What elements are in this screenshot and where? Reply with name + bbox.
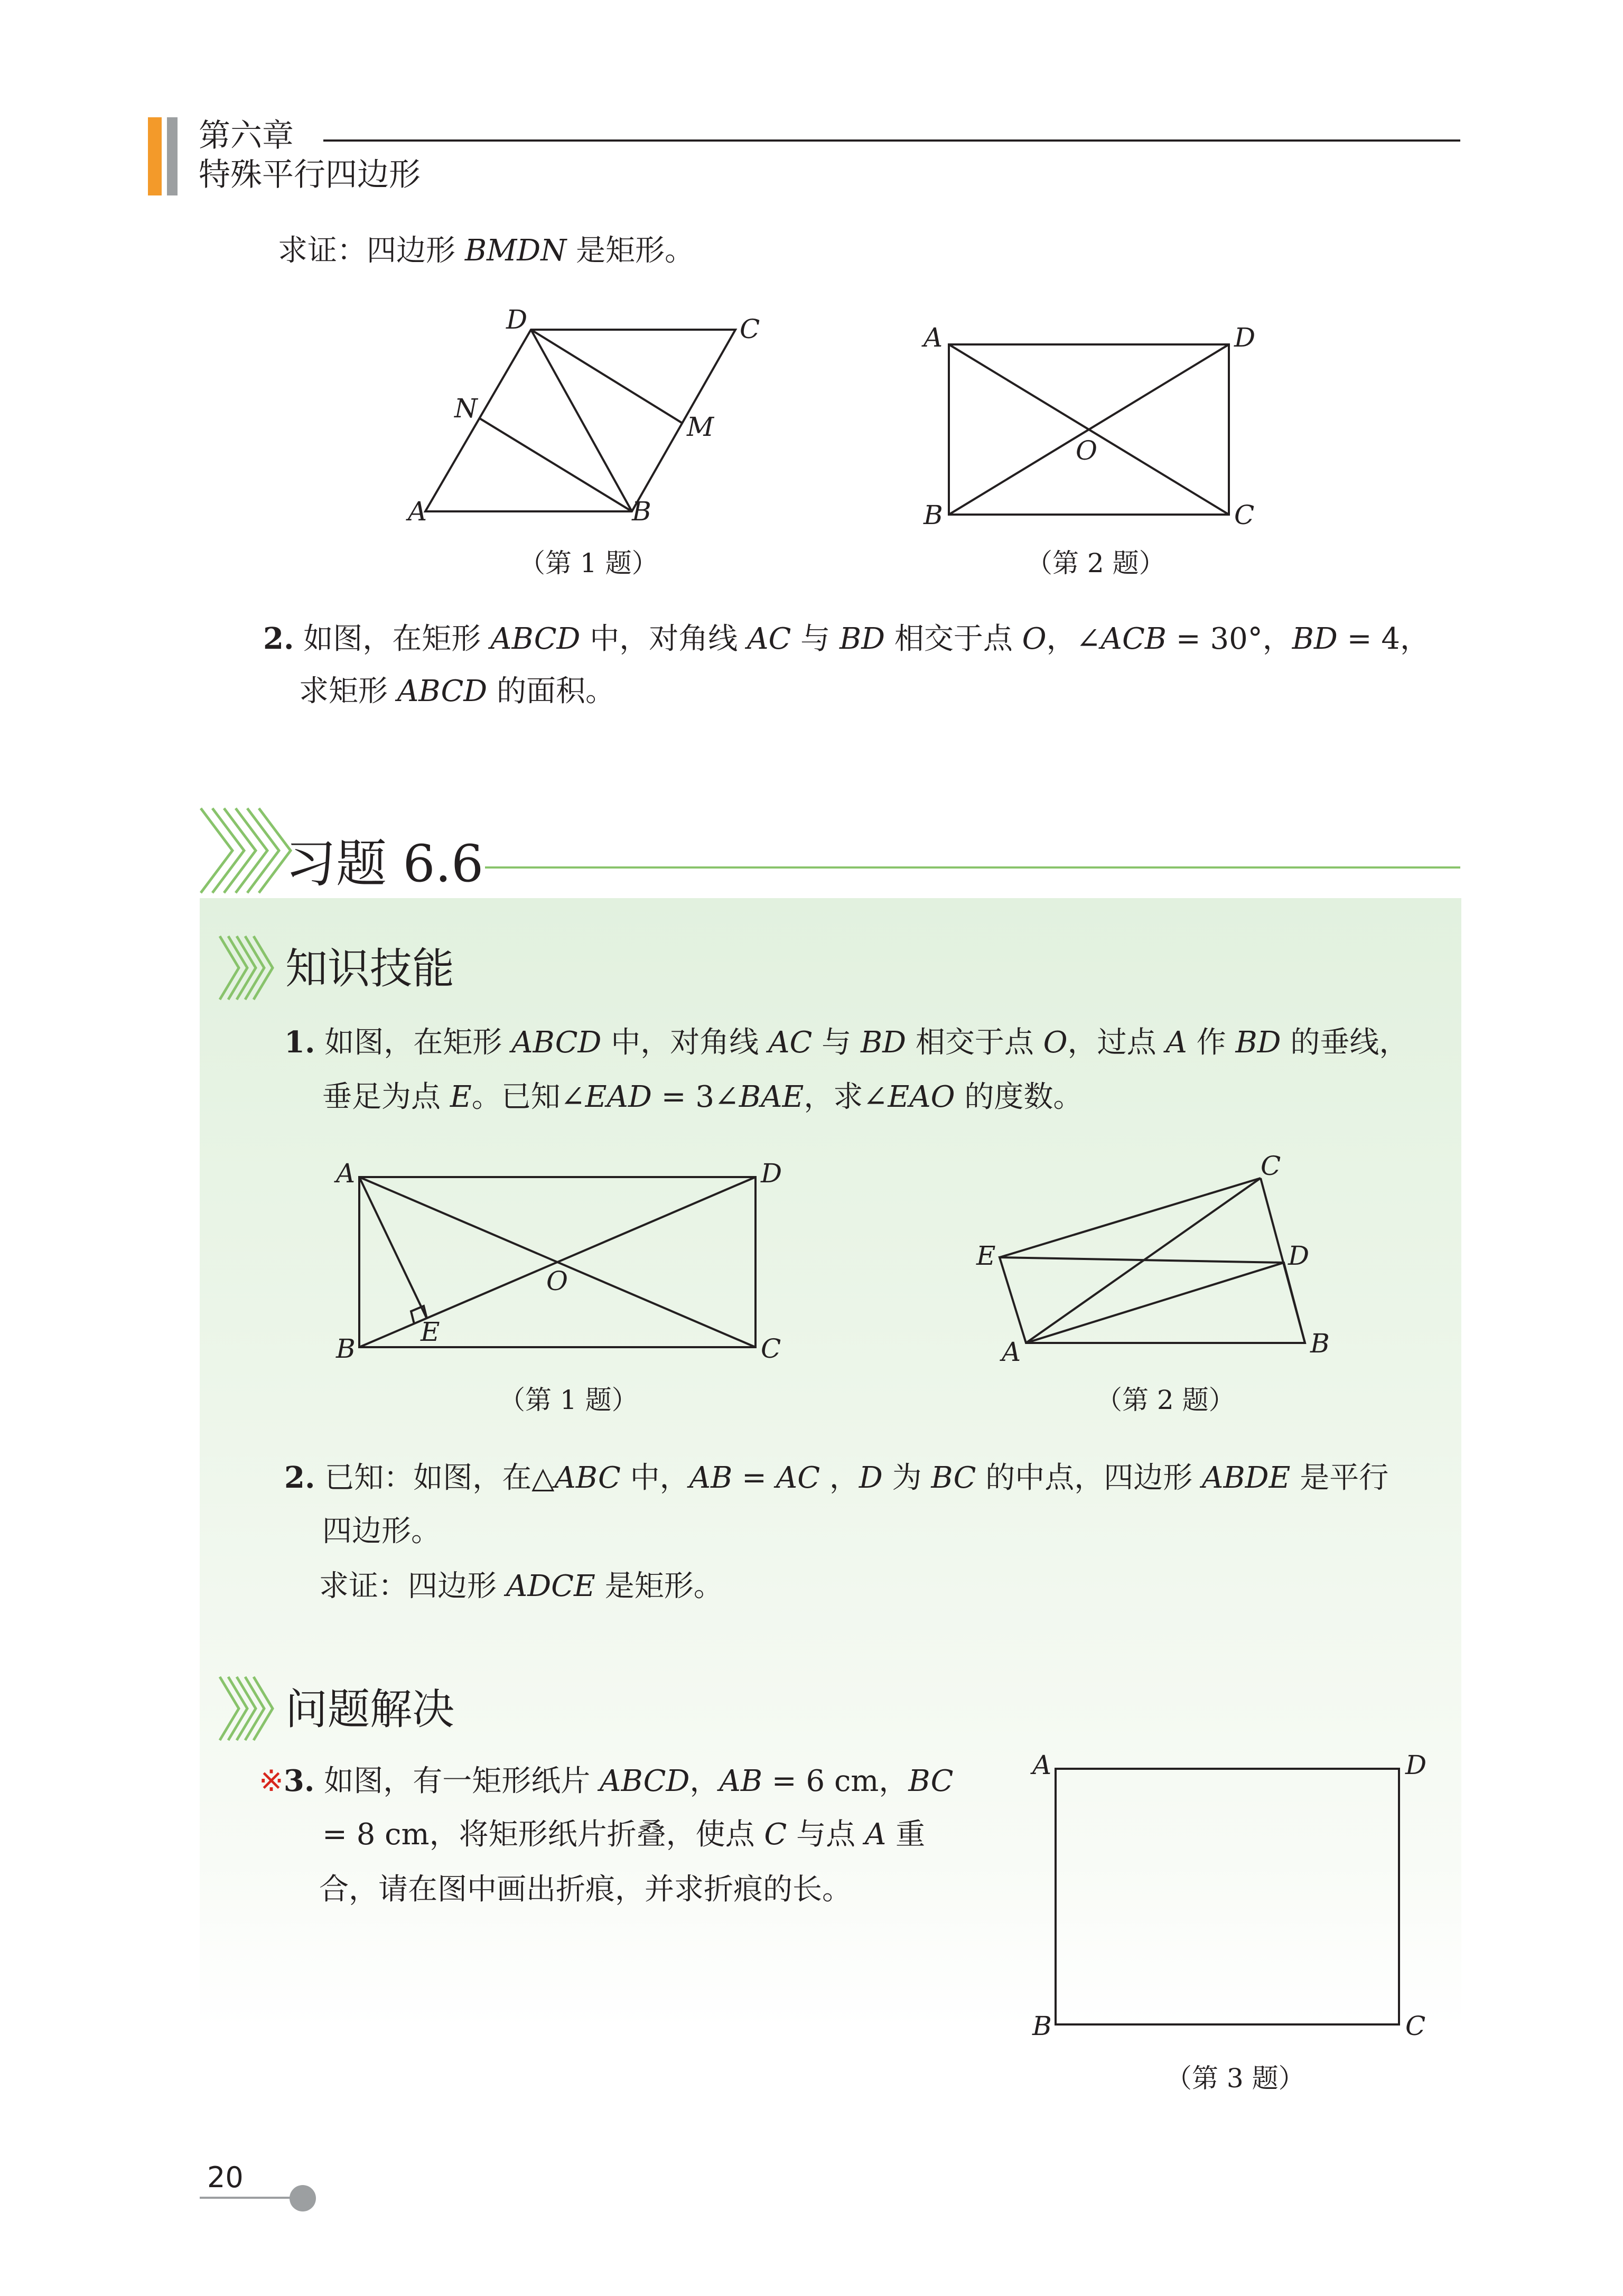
text: = 3∠ (651, 1080, 739, 1114)
label-b: B (632, 496, 651, 527)
ex3-fig-caption: （第 3 题） (1165, 2063, 1305, 2094)
text: 垂足为点 (322, 1080, 450, 1114)
label-o: O (1076, 435, 1097, 466)
text: 是平行 (1290, 1461, 1389, 1495)
prev-fig2-caption: （第 2 题） (1026, 548, 1165, 578)
text: 是矩形。 (595, 1569, 723, 1603)
var: ABCD (511, 1025, 602, 1060)
var: BD (839, 622, 885, 656)
label-e: E (976, 1240, 996, 1271)
ex3-line3: 合，请在图中画出折痕，并求折痕的长。 (319, 1872, 852, 1907)
text: = 30°， (1166, 622, 1292, 656)
text: 求证：四边形 (278, 234, 465, 268)
var: BMDN (464, 234, 567, 268)
label-b: B (1032, 2011, 1052, 2041)
question-number: 2. (263, 621, 294, 656)
question-number: 2. (284, 1460, 315, 1495)
text: = (732, 1461, 776, 1495)
chapter-title: 特殊平行四边形 (199, 156, 421, 193)
text: 已知：如图，在△ (315, 1461, 555, 1495)
text: 与 (812, 1025, 861, 1060)
text: ， (820, 1461, 859, 1495)
ex2-figure (976, 1151, 1330, 1367)
var: ABCD (397, 674, 488, 708)
label-c: C (1405, 2011, 1426, 2041)
label-d: D (1234, 322, 1256, 353)
var: AB (689, 1461, 733, 1495)
page-number: 20 (207, 2161, 244, 2194)
label-b: B (336, 1333, 356, 1364)
var: BAE (739, 1080, 804, 1114)
label-d: D (506, 304, 528, 335)
var: AC (768, 1025, 813, 1060)
text: 的面积。 (487, 674, 615, 708)
text: 是矩形。 (566, 234, 695, 268)
var: ABCD (600, 1764, 690, 1798)
label-b: B (1310, 1328, 1330, 1359)
text: = 8 cm，将矩形纸片折叠，使点 (322, 1817, 764, 1852)
var: D (859, 1461, 883, 1495)
ex3-figure (1030, 1750, 1426, 2041)
ex2-fig-caption: （第 2 题） (1096, 1385, 1235, 1415)
text: ， (689, 1764, 720, 1798)
text: = 4， (1337, 622, 1430, 656)
label-c: C (761, 1333, 781, 1364)
var: AC (747, 622, 791, 656)
ex3-line2 (322, 1817, 925, 1852)
label-c: C (1234, 500, 1255, 530)
var: A (1165, 1025, 1187, 1060)
label-e: E (421, 1317, 440, 1347)
text: 与点 (787, 1817, 865, 1852)
ex1-fig-caption: （第 1 题） (499, 1385, 638, 1415)
ex2-line2: 四边形。 (322, 1514, 441, 1548)
text: 如图，在矩形 (294, 622, 491, 656)
label-a: A (408, 496, 427, 527)
section-title: 习题 6.6 (285, 834, 484, 893)
text: 。已知∠ (471, 1080, 585, 1114)
var: BD (1235, 1025, 1281, 1060)
label-n: N (454, 393, 478, 424)
var: ABDE (1202, 1461, 1291, 1495)
text: ，过点 (1067, 1025, 1166, 1060)
label-o: O (546, 1266, 568, 1296)
var: BD (1292, 622, 1338, 656)
challenge-mark: ※ (259, 1764, 284, 1798)
var: BC (908, 1764, 954, 1798)
text: 求证：四边形 (319, 1569, 506, 1603)
footer-rule (200, 2197, 302, 2199)
ex1-figure (334, 1158, 782, 1364)
var: ABC (554, 1461, 621, 1495)
subheading-knowledge-skills: 知识技能 (285, 944, 454, 993)
var: BD (860, 1025, 907, 1060)
segment-ec (1000, 1178, 1261, 1257)
text: ，∠ (1046, 622, 1101, 656)
label-m: M (687, 412, 714, 442)
label-a: A (924, 322, 943, 353)
label-a: A (336, 1158, 356, 1189)
text: 的垂线， (1281, 1025, 1409, 1060)
var: BC (931, 1461, 976, 1495)
var: E (450, 1080, 472, 1114)
question-number: 3. (283, 1763, 315, 1798)
var: O (1022, 622, 1047, 656)
segment-ad (1026, 1263, 1284, 1343)
text: = 6 cm， (762, 1764, 909, 1798)
text: 中，对角线 (580, 622, 748, 656)
rectangle-abcd (1056, 1769, 1399, 2024)
perpendicular-ae (359, 1177, 427, 1319)
ex2-line3 (319, 1569, 723, 1604)
label-c: C (740, 314, 760, 344)
text: 中， (620, 1461, 689, 1495)
text: 作 (1187, 1025, 1236, 1060)
text: 相交于点 (906, 1025, 1043, 1060)
label-c: C (1261, 1151, 1281, 1181)
footer-dot (290, 2185, 316, 2211)
text: 为 (882, 1461, 931, 1495)
text: 中，对角线 (601, 1025, 769, 1060)
subheading-problem-solving: 问题解决 (285, 1685, 454, 1734)
var: ADCE (506, 1569, 595, 1603)
text: 求矩形 (299, 674, 397, 708)
text: ，求∠ (804, 1080, 888, 1114)
text: 与 (791, 622, 840, 656)
label-a: A (1032, 1750, 1052, 1780)
var: AC (776, 1461, 820, 1495)
text: 的中点，四边形 (976, 1461, 1202, 1495)
var: C (764, 1817, 787, 1852)
label-b: B (924, 500, 943, 530)
var: ABCD (490, 622, 581, 656)
label-a: A (1002, 1337, 1021, 1367)
text: 如图，在矩形 (315, 1025, 512, 1060)
var: ACB (1100, 622, 1167, 656)
text: 重 (886, 1817, 926, 1852)
var: EAO (888, 1080, 955, 1114)
text: 相交于点 (885, 622, 1022, 656)
var: A (864, 1817, 887, 1852)
prev-fig1-caption: （第 1 题） (519, 548, 658, 578)
label-d: D (761, 1158, 782, 1189)
question-number: 1. (284, 1025, 315, 1060)
label-d: D (1405, 1750, 1427, 1780)
text: 如图，有一矩形纸片 (314, 1764, 600, 1798)
text: 的度数。 (955, 1080, 1083, 1114)
ex3-line1 (259, 1763, 953, 1799)
ex2-line1 (284, 1460, 1388, 1496)
var: AB (719, 1764, 762, 1798)
label-d: D (1288, 1240, 1310, 1271)
chapter-label: 第六章 (199, 117, 294, 154)
var: O (1043, 1025, 1068, 1060)
var: EAD (585, 1080, 652, 1114)
